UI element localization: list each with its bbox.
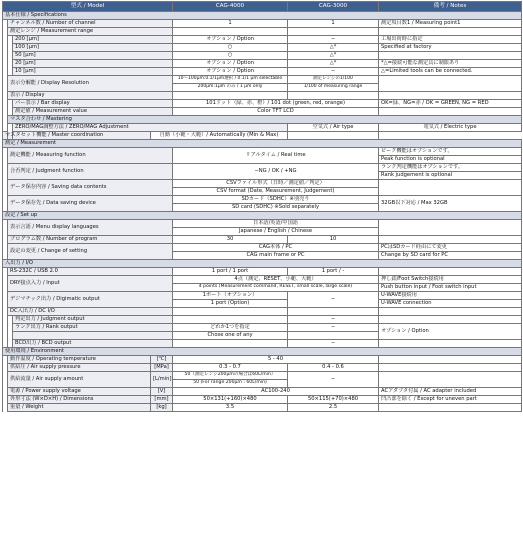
channel-label: チャンネル数 / Number of channel	[8, 20, 173, 28]
judgeout-3000: −	[288, 316, 379, 324]
rs232-label: RS-232C / USB 2.0	[8, 268, 173, 276]
dims-3000: 50×115(+70)×480	[288, 396, 379, 404]
row-lang	[3, 220, 522, 228]
bar-note: OK=緑、NG=赤 / OK = GREEN, NG = RED	[379, 100, 522, 108]
zero-label: ZERO/MAG調整方法 / ZERO/MAG Adjustment	[13, 124, 288, 132]
dcio-label: DC入出力 / DC I/O	[8, 308, 173, 316]
power-note: ACアダプタ付属 / AC adapter included	[379, 388, 522, 396]
lang-value-en: Japanese / English / Chinese	[173, 228, 379, 236]
row-master	[3, 132, 522, 140]
rankout-note: オプション / Option	[379, 324, 522, 340]
func-note-en: Peak function is optional	[379, 156, 522, 164]
range-unit: 200 [μm]	[13, 36, 173, 44]
savecont-value: CSVファイル形式（日時／測定値／判定）	[173, 180, 379, 188]
change-value: CAG本体 / PC	[173, 244, 379, 252]
pressure-4000: 0.3 - 0.7	[173, 364, 288, 372]
range-4000: オプション / Option	[173, 68, 288, 76]
change-note-en: Change by SD card for PC	[379, 252, 522, 260]
row-func	[3, 148, 522, 156]
row-pressure	[3, 364, 522, 372]
judge-label: 合否判定 / Judgment function	[8, 164, 173, 180]
temp-label: 動作温度 / Operating temperature	[8, 356, 151, 364]
weight-unit: [kg]	[151, 404, 173, 412]
range-note: 工場出荷時に指定	[379, 36, 522, 44]
row-channel	[3, 20, 522, 28]
rankout-label: ランク出力 / Rank output	[13, 324, 173, 332]
dims-label: 外形寸法 (W×D×H) / Dimensions	[8, 396, 151, 404]
power-unit: [V]	[151, 388, 173, 396]
range-3000: △*	[288, 52, 379, 60]
digi-3000: −	[288, 292, 379, 308]
row-bar	[3, 100, 522, 108]
func-value: リアルタイム / Real time	[173, 148, 379, 164]
section-mastering: マスタ合わせ / Mastering	[8, 116, 522, 124]
dry-value: 4点（測定、RESET、小範、大範）	[173, 276, 379, 284]
func-label: 測定機能 / Measuring function	[8, 148, 173, 164]
range-row	[3, 52, 522, 60]
bar-value: 101ドット（緑、赤、橙）/ 101 dot (green, red, orange)	[173, 100, 379, 108]
zero-4000: 空気式 / Air type	[288, 124, 379, 132]
bar-label: バー表示 / Bar display	[13, 100, 173, 108]
range-note: △=Limited tools can be connected.	[379, 68, 522, 76]
section-setup: 設定 / Set up	[3, 212, 522, 220]
range-3000: −	[288, 36, 379, 44]
rs232-4000: 1 port / 1 port	[173, 268, 288, 276]
rankout-4000-en: Chose one of any	[173, 332, 288, 340]
range-note	[379, 52, 522, 60]
digi-value: 1ポート（オプション）	[173, 292, 288, 300]
digi-value-en: 1 port (Option)	[173, 300, 288, 308]
spec-table	[2, 1, 522, 412]
weight-4000: 3.5	[173, 404, 288, 412]
airflow-label: 供給流量 / Air supply amount	[8, 372, 151, 388]
measval-label: 測定値 / Measurement value	[13, 108, 173, 116]
range-3000: −	[288, 68, 379, 76]
savedev-note: 32GB以下対応 / Max 32GB	[379, 196, 522, 212]
lang-label: 表示言語 / Menu display languages	[8, 220, 173, 236]
row-weight	[3, 404, 522, 412]
row-change	[3, 244, 522, 252]
range-3000: △*	[288, 60, 379, 68]
row-digi	[3, 292, 522, 300]
airflow-3000: −	[288, 372, 379, 388]
temp-unit: [℃]	[151, 356, 173, 364]
pressure-3000: 0.4 - 0.6	[288, 364, 379, 372]
bcdout-3000: −	[288, 340, 379, 348]
airflow-4000: 50（測定レンジ200μmの場合は60L/min）	[173, 372, 288, 380]
row-airflow	[3, 372, 522, 380]
dry-note: 押し釦/Foot Switch接続用	[379, 276, 522, 284]
power-label: 電源 / Power supply voltage	[8, 388, 151, 396]
savedev-value-en: SD card (SDHC) ※Sold separately	[173, 204, 379, 212]
resolution-label: 表示分解能 / Display Resolution	[8, 76, 173, 92]
change-value-en: CAG main frame or PC	[173, 252, 379, 260]
range-4000: オプション / Option	[173, 60, 288, 68]
digi-note: U-WAVE接続用	[379, 292, 522, 300]
master-label: マスタセット機能 / Master coordination	[3, 132, 151, 140]
row-savecont	[3, 180, 522, 188]
header-cag4000: CAG-4000	[173, 2, 288, 12]
judgeout-label: 判定出力 / Judgment output	[13, 316, 173, 324]
programs-4000: 30	[173, 236, 288, 244]
row-dry	[3, 276, 522, 284]
weight-label: 重量 / Weight	[8, 404, 151, 412]
savedev-label: データ保存先 / Data saving device	[8, 196, 173, 212]
dry-label: DRY接点入力 / Input	[8, 276, 173, 292]
rankout-4000: どれか1つを指定	[173, 324, 288, 332]
resolution-4000-b: 200μm:1μm のみ / 1 μm only	[173, 84, 288, 92]
savecont-label: データ保存内容 / Saving data contents	[8, 180, 173, 196]
temp-value: 5 - 40	[173, 356, 379, 364]
measval-value: Color TFT LCD	[173, 108, 379, 116]
change-label: 設定の変更 / Change of setting	[8, 244, 173, 260]
resolution-3000: 測定レンジの1/100	[288, 76, 379, 84]
header-cag3000: CAG-3000	[288, 2, 379, 12]
airflow-4000-en: 50 (For range 200μm : 60L/min)	[173, 380, 288, 388]
resolution-3000-b: 1/100 of measuring range	[288, 84, 379, 92]
zero-3000: 電気式 / Electric type	[379, 124, 522, 132]
row-temp	[3, 356, 522, 364]
dry-value-en: 4 points (Measurement command, RESET, small scale, large scale)	[173, 284, 379, 292]
change-note: PCはSDカード経由にて変更	[379, 244, 522, 252]
section-basic: 基本仕様 / Specifications	[3, 12, 522, 20]
dry-note-en: Push button input / Foot switch input	[379, 284, 522, 292]
range-unit: 50 [μm]	[13, 52, 173, 60]
dims-4000: 50×131(+160)×480	[173, 396, 288, 404]
row-judge	[3, 164, 522, 172]
pressure-label: 供給圧 / Air supply pressure	[8, 364, 151, 372]
judge-value: −NG / OK / +NG	[173, 164, 379, 180]
header-notes: 備考 / Notes	[379, 2, 522, 12]
judge-note-en: Rank judgement is optional	[379, 172, 522, 180]
row-power	[3, 388, 522, 396]
resolution-4000: 10〜100μm:0.1/1μm選択 / 0.1/1 μm selectable	[173, 76, 288, 84]
header-model: 型式 / Model	[3, 2, 173, 12]
bcdout-label: BCD出力 / BCD output	[13, 340, 173, 348]
range-unit: 10 [μm]	[13, 68, 173, 76]
savecont-value-en: CSV format (Date, Measurement, Judgement)	[173, 188, 379, 196]
digi-note-en: U-WAVE connection	[379, 300, 522, 308]
range-3000: △*	[288, 44, 379, 52]
range-row	[3, 44, 522, 52]
digi-label: デジマチック出力 / Digimatic output	[8, 292, 173, 308]
range-4000: ○	[173, 44, 288, 52]
row-savedev	[3, 196, 522, 204]
section-io: 入出力 / I/O	[3, 260, 522, 268]
range-4000: オプション / Option	[173, 36, 288, 44]
row-measval	[3, 108, 522, 116]
judge-note: ランク判定機能はオプションです。	[379, 164, 522, 172]
channel-note: 測定項目数1 / Measuring point1	[379, 20, 522, 28]
range-label: 測定レンジ / Measurement range	[8, 28, 173, 36]
row-zero	[3, 124, 522, 132]
range-row	[3, 36, 522, 44]
range-note: *△=接続可能な測定具に制限あり	[379, 60, 522, 68]
programs-label: プログラム数 / Number of program	[8, 236, 173, 244]
power-value: AC100-240	[173, 388, 379, 396]
channel-3000: 1	[288, 20, 379, 28]
rankout-3000: −	[288, 324, 379, 332]
row-rs232	[3, 268, 522, 276]
range-row	[3, 60, 522, 68]
programs-3000: 10	[288, 236, 379, 244]
airflow-unit: [L/min]	[151, 372, 173, 388]
rs232-3000: 1 port / -	[288, 268, 379, 276]
row-bcdout	[3, 340, 522, 348]
range-4000: ○	[173, 52, 288, 60]
func-note: ピーク機能はオプションです。	[379, 148, 522, 156]
dims-unit: [mm]	[151, 396, 173, 404]
lang-value: 日本語/英語/中国語	[173, 220, 379, 228]
dims-note: 凹凸部を除く / Except for uneven part	[379, 396, 522, 404]
row-dims	[3, 396, 522, 404]
pressure-unit: [MPa]	[151, 364, 173, 372]
savedev-value: SDカード（SDHC）※別売り	[173, 196, 379, 204]
section-env: 使用環境 / Environment	[3, 348, 522, 356]
row-programs	[3, 236, 522, 244]
range-unit: 20 [μm]	[13, 60, 173, 68]
display-label: 表示 / Display	[8, 92, 173, 100]
weight-3000: 2.5	[288, 404, 379, 412]
master-value: 自動（小範・大範）/ Automatically (Min & Max)	[151, 132, 288, 140]
channel-4000: 1	[173, 20, 288, 28]
section-measurement: 測定 / Measurement	[3, 140, 522, 148]
range-unit: 100 [μm]	[13, 44, 173, 52]
row-resolution	[3, 76, 522, 84]
range-note: Specified at factory	[379, 44, 522, 52]
range-row	[3, 68, 522, 76]
row-rankout	[3, 324, 522, 332]
header-row	[3, 2, 522, 12]
